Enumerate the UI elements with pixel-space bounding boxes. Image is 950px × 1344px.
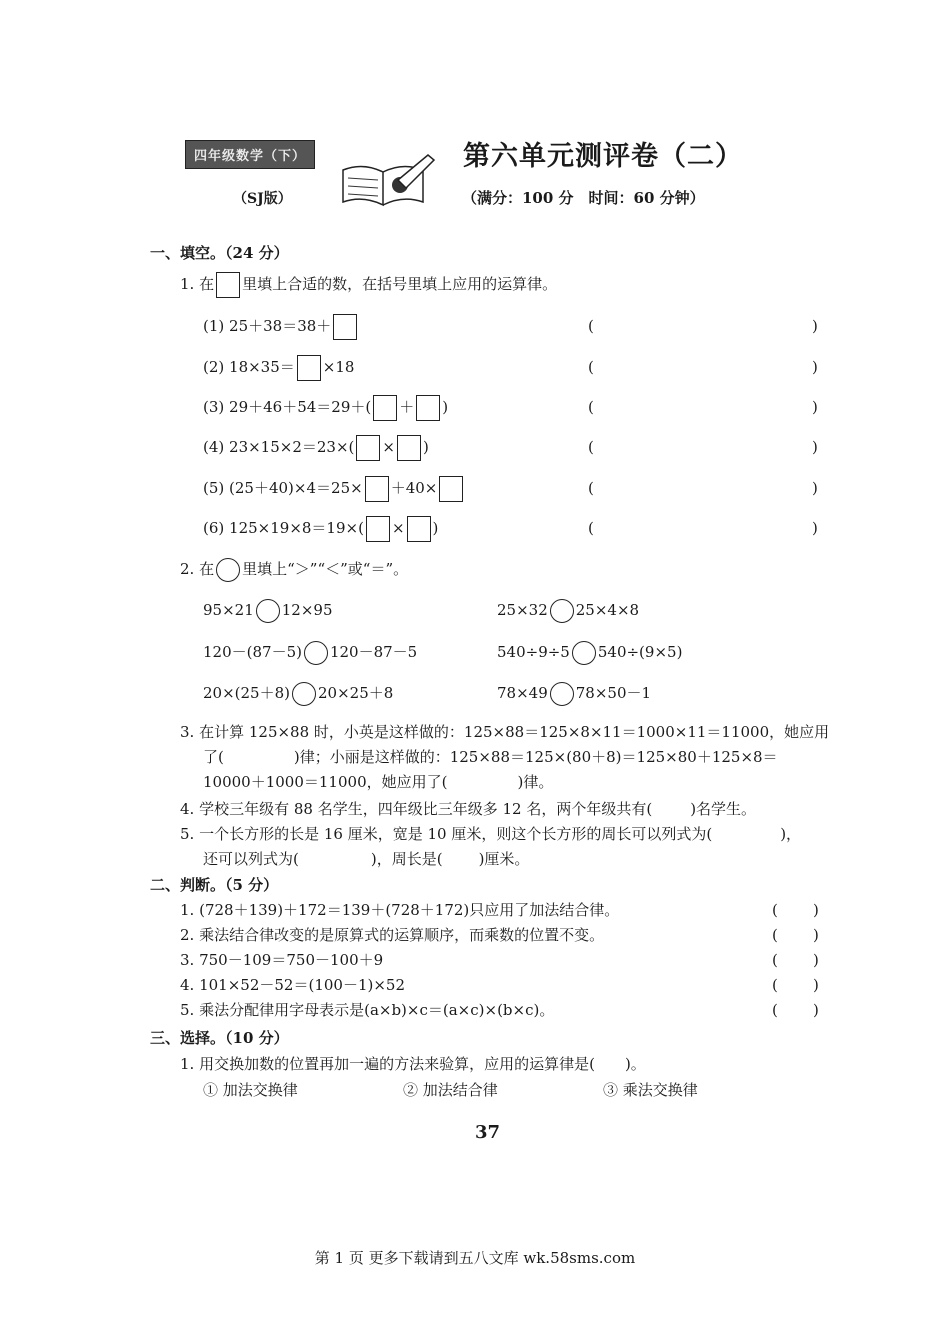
q2-num: 2. xyxy=(180,560,195,578)
q1-paren-close-2: ) xyxy=(812,358,818,376)
judge-paren-open-3: ( xyxy=(772,951,778,969)
q5-num: 5. xyxy=(180,825,195,843)
footer-note: 第 1 页 更多下载请到五八文库 wk.58sms.com xyxy=(314,1249,636,1267)
compare-circle[interactable] xyxy=(292,682,316,706)
q1-paren-open-1: ( xyxy=(588,317,594,335)
q1-item-3 xyxy=(203,395,448,421)
cmp-left: 20×(25＋8) xyxy=(203,684,290,702)
item-op: ＋ xyxy=(399,398,415,416)
q2-cmp-2 xyxy=(497,599,639,623)
q5-text: 一个长方形的长是 16 厘米，宽是 10 厘米，则这个长方形的周长可以列式为( xyxy=(199,825,713,843)
item-label: (2) xyxy=(203,358,225,376)
judge-num: 5. xyxy=(180,1001,195,1019)
q3-text: )律；小丽是这样做的：125×88＝125×(80＋8)＝125×80＋125×8＝ xyxy=(293,748,778,766)
compare-circle[interactable] xyxy=(304,641,328,665)
judge-paren-open-5: ( xyxy=(772,1001,778,1019)
q2-pre: 在 xyxy=(199,560,215,578)
cmp-right: 78×50－1 xyxy=(575,684,652,702)
q2-stem xyxy=(180,558,408,582)
compare-circle[interactable] xyxy=(216,558,240,582)
q3-text: 10000＋1000＝11000，她应用了( xyxy=(203,773,448,791)
q5-line2 xyxy=(203,848,529,869)
q1-num: 1. xyxy=(180,275,195,293)
choice-q1 xyxy=(180,1053,646,1074)
judge-paren-open-4: ( xyxy=(772,976,778,994)
cmp-right: 120－87－5 xyxy=(329,643,418,661)
item-close: ) xyxy=(432,519,439,537)
choice-option-3[interactable]: ③ 乘法交换律 xyxy=(603,1081,698,1099)
cmp-right: 12×95 xyxy=(281,601,333,619)
edition-label: （SJ版） xyxy=(233,191,292,207)
item-op: ＋40× xyxy=(390,479,438,497)
judge-num: 1. xyxy=(180,901,195,919)
q4-text: 学校三年级有 88 名学生，四年级比三年级多 12 名，两个年级共有( xyxy=(199,800,653,818)
q5-text: )， xyxy=(780,825,802,843)
q3-text: 了( xyxy=(203,748,224,766)
judge-paren-open-2: ( xyxy=(772,926,778,944)
judge-text: 乘法结合律改变的是原算式的运算顺序，而乘数的位置不变。 xyxy=(199,926,605,944)
answer-box[interactable] xyxy=(407,516,431,542)
section1-heading: 一、填空。（24 分） xyxy=(150,244,289,262)
q1-item-6 xyxy=(203,516,438,542)
q1-paren-close-3: ) xyxy=(812,398,818,416)
item-label: (1) xyxy=(203,317,225,335)
answer-box[interactable] xyxy=(216,272,240,298)
answer-box[interactable] xyxy=(416,395,440,421)
q2-cmp-1 xyxy=(203,599,333,623)
judge-text: (728＋139)＋172＝139＋(728＋172)只应用了加法结合律。 xyxy=(199,901,620,919)
q1-pre: 在 xyxy=(199,275,215,293)
q1-paren-close-4: ) xyxy=(812,438,818,456)
answer-box[interactable] xyxy=(297,355,321,381)
cmp-left: 120－(87－5) xyxy=(203,643,302,661)
item-label: (6) xyxy=(203,519,225,537)
q1-item-4 xyxy=(203,435,429,461)
judge-paren-close-5: ) xyxy=(813,1001,819,1019)
section2-heading: 二、判断。（5 分） xyxy=(150,876,279,894)
q3-line3 xyxy=(203,771,553,792)
judge-num: 4. xyxy=(180,976,195,994)
q1-paren-close-5: ) xyxy=(812,479,818,497)
item-op: × xyxy=(391,519,405,537)
judge-item-2 xyxy=(180,924,604,945)
q1-item-2 xyxy=(203,355,354,381)
q2-cmp-5 xyxy=(203,682,393,706)
compare-circle[interactable] xyxy=(550,599,574,623)
page-number: 37 xyxy=(475,1122,501,1143)
answer-box[interactable] xyxy=(366,516,390,542)
cmp-left: 540÷9÷5 xyxy=(497,643,570,661)
item-op: × xyxy=(382,438,395,456)
q3-line2 xyxy=(203,746,778,767)
q1-paren-open-6: ( xyxy=(588,519,594,537)
q1-paren-open-3: ( xyxy=(588,398,594,416)
q3-text: )律。 xyxy=(517,773,554,791)
q4 xyxy=(180,798,756,819)
q1-paren-open-5: ( xyxy=(588,479,594,497)
item-close: ) xyxy=(422,438,429,456)
item-expr: (25＋40)×4＝25× xyxy=(229,479,363,497)
cmp-left: 95×21 xyxy=(203,601,254,619)
judge-paren-open-1: ( xyxy=(772,901,778,919)
judge-num: 2. xyxy=(180,926,195,944)
grade-badge: 四年级数学（下） xyxy=(185,140,315,169)
q1-stem xyxy=(180,272,557,298)
judge-item-5 xyxy=(180,999,554,1020)
q5-line1 xyxy=(180,823,801,844)
judge-item-1 xyxy=(180,899,619,920)
item-expr: 29＋46＋54＝29＋( xyxy=(229,398,372,416)
q3-text: 在计算 125×88 时，小英是这样做的：125×88＝125×8×11＝1000×11＝11000，她应用 xyxy=(199,723,830,741)
q2-cmp-4 xyxy=(497,641,682,665)
answer-box[interactable] xyxy=(365,476,389,502)
choice-text: 用交换加数的位置再加一遍的方法来验算，应用的运算律是( xyxy=(199,1055,595,1073)
item-expr: 23×15×2＝23×( xyxy=(229,438,355,456)
q2-cmp-3 xyxy=(203,641,417,665)
q1-item-1 xyxy=(203,314,359,340)
cmp-right: 25×4×8 xyxy=(575,601,640,619)
judge-item-3 xyxy=(180,949,383,970)
item-label: (3) xyxy=(203,398,225,416)
item-expr: 125×19×8＝19×( xyxy=(229,519,364,537)
judge-num: 3. xyxy=(180,951,195,969)
exam-meta: （满分：100 分 时间：60 分钟） xyxy=(462,189,705,207)
q5-text: )厘米。 xyxy=(478,850,530,868)
answer-box[interactable] xyxy=(397,435,421,461)
q2-cmp-6 xyxy=(497,682,651,706)
compare-circle[interactable] xyxy=(572,641,596,665)
cmp-right: 20×25＋8 xyxy=(318,684,394,702)
judge-paren-close-2: ) xyxy=(813,926,819,944)
cmp-right: 540÷(9×5) xyxy=(597,643,683,661)
q3-num: 3. xyxy=(180,723,195,741)
item-label: (4) xyxy=(203,438,225,456)
judge-paren-close-3: ) xyxy=(813,951,819,969)
book-pen-icon xyxy=(338,150,438,210)
choice-tail: )。 xyxy=(624,1055,646,1073)
q4-num: 4. xyxy=(180,800,195,818)
item-close: ) xyxy=(442,398,449,416)
q1-paren-close-1: ) xyxy=(812,317,818,335)
q4-text: )名学生。 xyxy=(690,800,757,818)
compare-circle[interactable] xyxy=(256,599,280,623)
q5-text: 还可以列式为( xyxy=(203,850,299,868)
answer-box[interactable] xyxy=(373,395,397,421)
q1-paren-open-4: ( xyxy=(588,438,594,456)
q5-text: )，周长是( xyxy=(370,850,443,868)
item-expr: 25＋38＝38＋ xyxy=(229,317,332,335)
cmp-left: 78×49 xyxy=(497,684,548,702)
judge-text: 乘法分配律用字母表示是(a×b)×c＝(a×c)×(b×c)。 xyxy=(199,1001,555,1019)
q3-line1 xyxy=(180,721,829,742)
judge-text: 750－109＝750－100＋9 xyxy=(199,951,384,969)
answer-box[interactable] xyxy=(356,435,380,461)
answer-box[interactable] xyxy=(333,314,357,340)
choice-option-1[interactable]: ① 加法交换律 xyxy=(203,1081,298,1099)
judge-paren-close-4: ) xyxy=(813,976,819,994)
cmp-left: 25×32 xyxy=(497,601,548,619)
item-expr-tail: ×18 xyxy=(322,358,355,376)
page-title: 第六单元测评卷（二） xyxy=(463,141,743,172)
judge-paren-close-1: ) xyxy=(813,901,819,919)
item-label: (5) xyxy=(203,479,225,497)
q1-post: 里填上合适的数，在括号里填上应用的运算律。 xyxy=(242,275,558,293)
choice-num: 1. xyxy=(180,1055,195,1073)
item-expr: 18×35＝ xyxy=(229,358,295,376)
section3-heading: 三、选择。（10 分） xyxy=(150,1029,289,1047)
q2-post: 里填上“＞”“＜”或“＝”。 xyxy=(242,560,409,578)
compare-circle[interactable] xyxy=(550,682,574,706)
judge-text: 101×52－52＝(100－1)×52 xyxy=(199,976,405,994)
q1-paren-open-2: ( xyxy=(588,358,594,376)
choice-option-2[interactable]: ② 加法结合律 xyxy=(403,1081,498,1099)
judge-item-4 xyxy=(180,974,405,995)
q1-paren-close-6: ) xyxy=(812,519,818,537)
q1-item-5 xyxy=(203,476,465,502)
answer-box[interactable] xyxy=(439,476,463,502)
